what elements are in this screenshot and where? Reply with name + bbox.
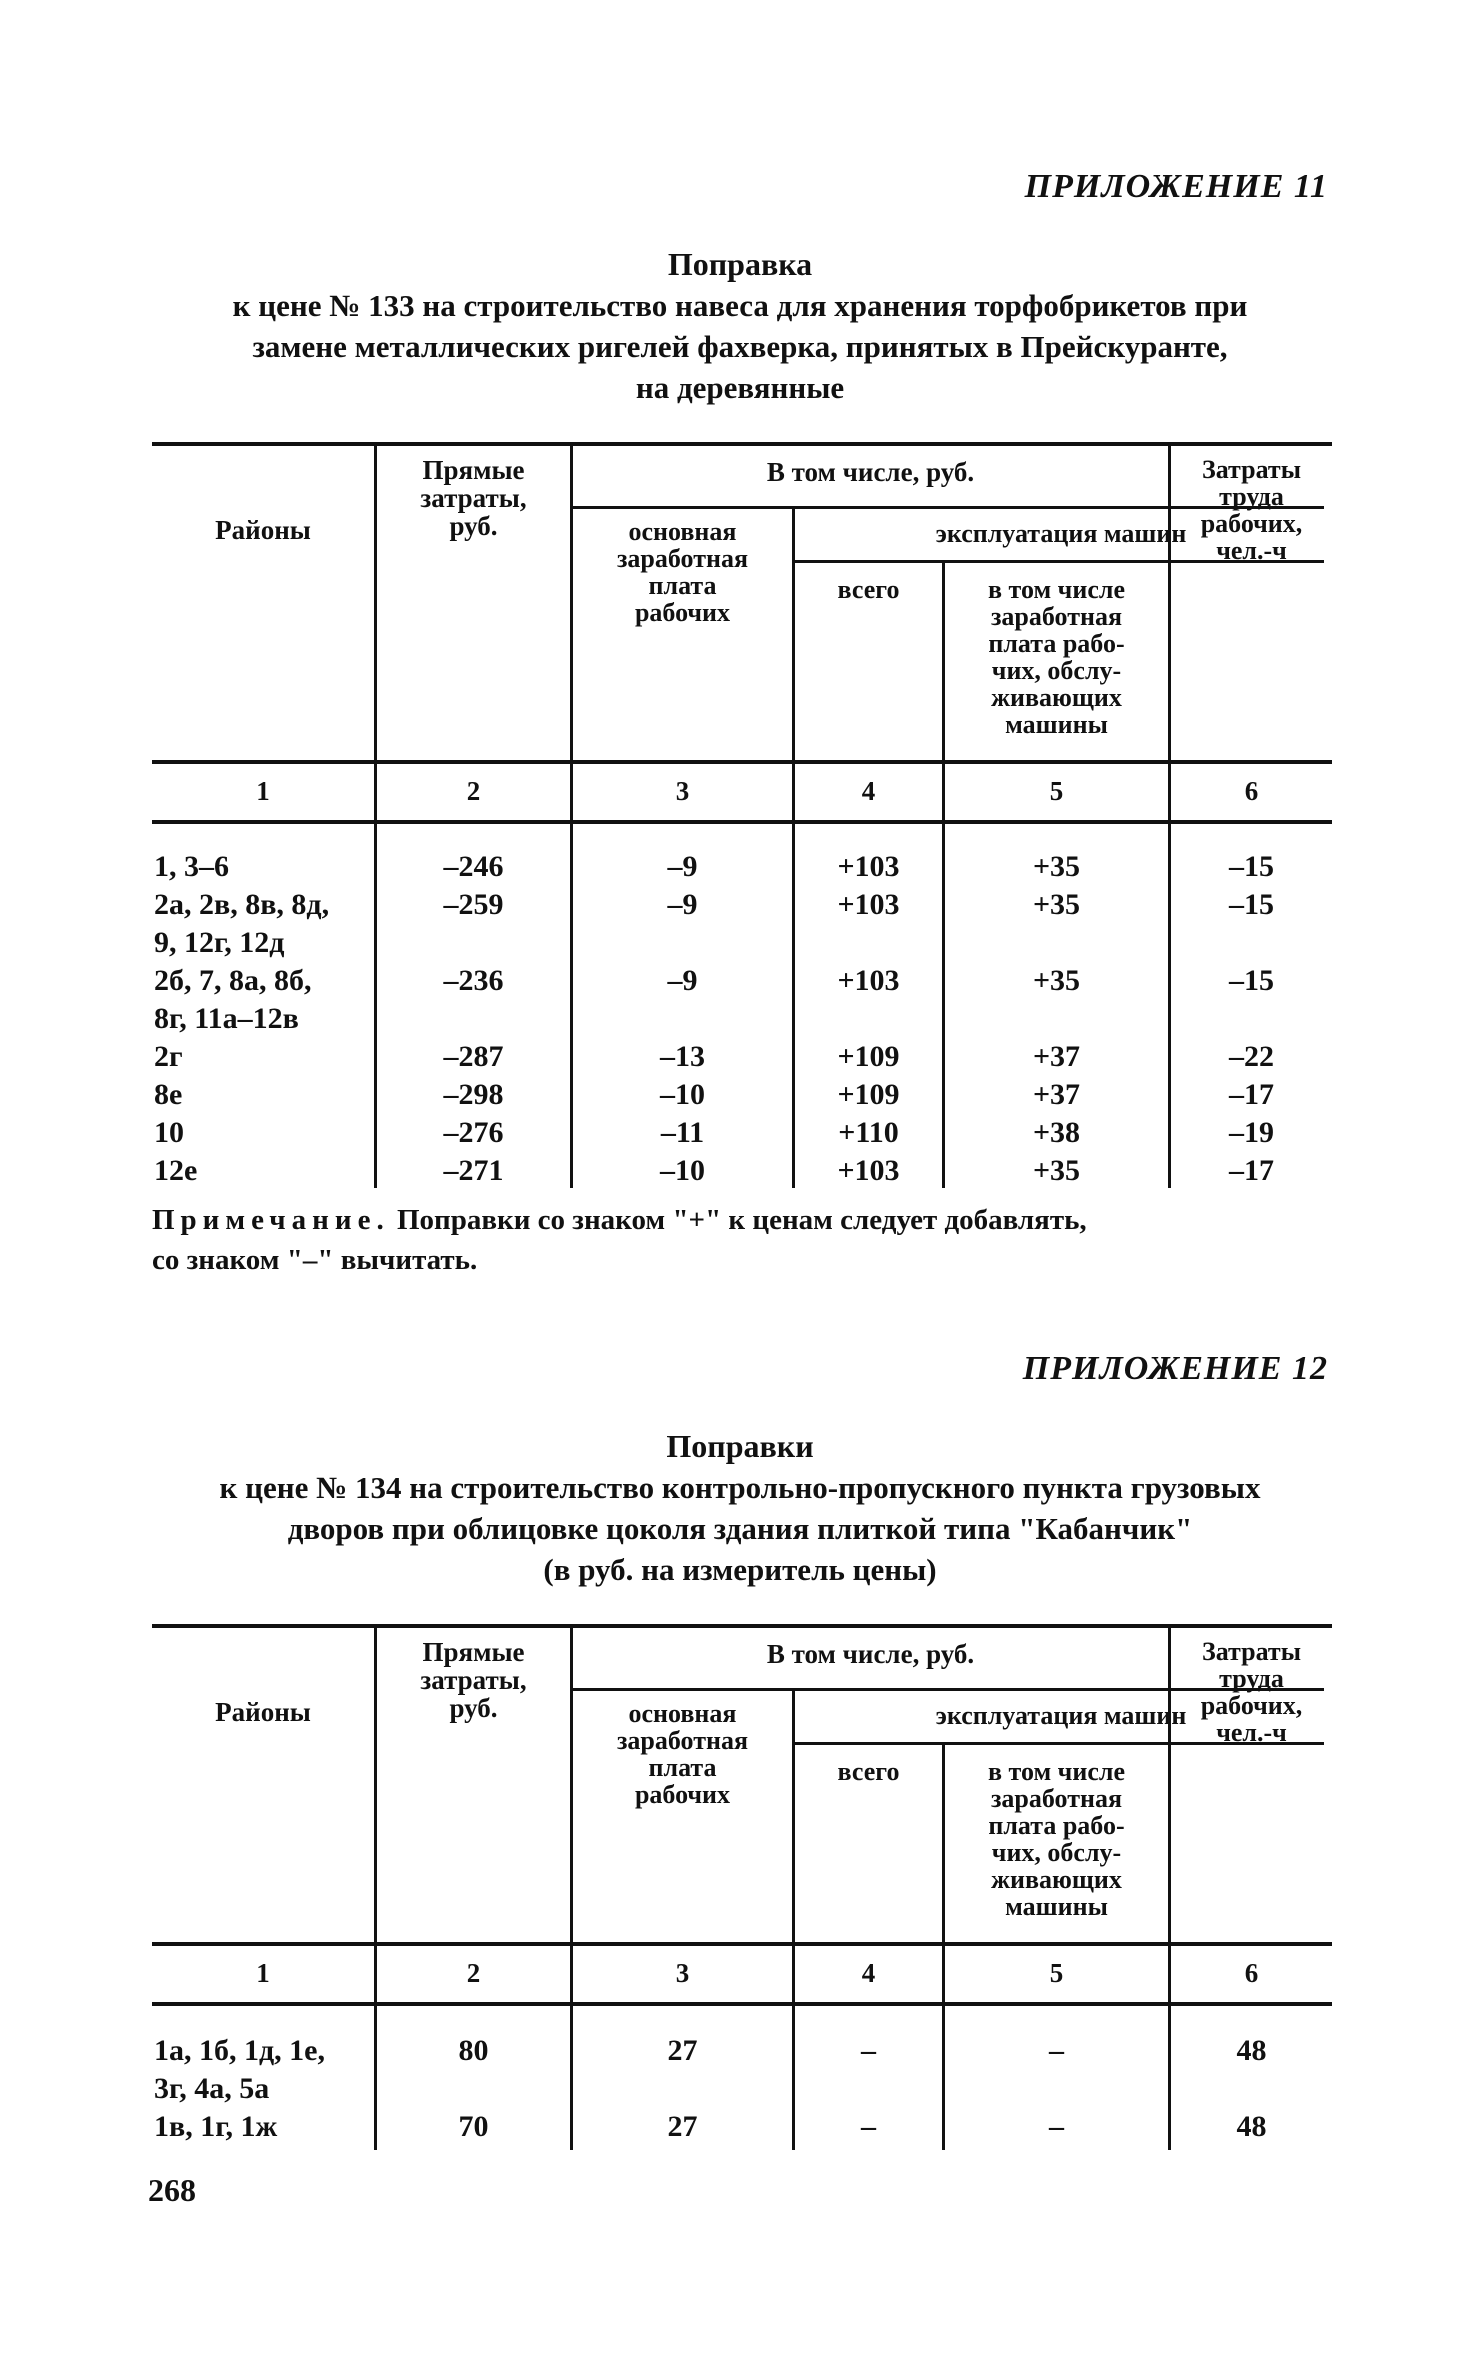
header-wages xyxy=(573,518,792,626)
row-machines-total: +109 xyxy=(837,1040,900,1073)
header-wages-line2: заработная xyxy=(616,1726,749,1755)
table-rule-header-bottom xyxy=(152,760,1332,764)
row-wages: –9 xyxy=(667,888,698,921)
header-regions: Районы xyxy=(215,515,311,545)
appendix-11-subtitle-line2: замене металлических ригелей фахверка, принятых в Прейскуранте, xyxy=(252,329,1228,364)
row-machines-total: +103 xyxy=(837,1154,900,1187)
row-wages: –11 xyxy=(660,1116,705,1149)
header-total: всего xyxy=(837,1757,900,1786)
header-wages-line3: плата xyxy=(648,571,717,600)
row-machines-total: – xyxy=(861,2110,876,2143)
header-wages-line1: основная xyxy=(628,1699,737,1728)
row-machines-wages: +37 xyxy=(1032,1078,1081,1111)
appendix-11-title-block xyxy=(140,244,1340,408)
header-including-wages xyxy=(945,576,1168,738)
appendix-12-subtitle-line1: к цене № 134 на строительство контрольно-пропускного пункта грузовых xyxy=(219,1470,1261,1505)
header-direct-line3: руб. xyxy=(449,511,498,541)
note-text-line2: со знаком "–" вычитать. xyxy=(152,1244,478,1276)
header-labor xyxy=(1171,456,1332,564)
row-wages: –9 xyxy=(667,964,698,997)
appendix-12-subtitle-line3: (в руб. на измеритель цены) xyxy=(543,1552,937,1587)
header-including: В том числе, руб. xyxy=(766,457,975,487)
header-incl-line5: живающих xyxy=(991,1865,1122,1894)
appendix-12-title-block xyxy=(140,1426,1340,1590)
col-number: 3 xyxy=(675,776,690,806)
table-rule-top xyxy=(152,442,1332,446)
appendix-12-label: ПРИЛОЖЕНИЕ 12 xyxy=(1022,1350,1328,1387)
header-direct-costs xyxy=(377,1638,570,1722)
col-number: 4 xyxy=(861,1958,876,1988)
row-machines-wages: +35 xyxy=(1032,888,1081,921)
header-wages-line4: рабочих xyxy=(634,598,731,627)
row-direct: –259 xyxy=(443,888,504,921)
row-region-cont: 8г, 11а–12в xyxy=(154,1002,299,1035)
row-direct: –287 xyxy=(443,1040,504,1073)
page-number: 268 xyxy=(148,2172,196,2208)
row-wages: –10 xyxy=(660,1078,705,1111)
header-labor xyxy=(1171,1638,1332,1746)
appendix-11-table xyxy=(152,442,1332,1188)
appendix-11-subtitle-line3: на деревянные xyxy=(635,370,845,405)
col-number: 5 xyxy=(1049,776,1064,806)
table-rule-top xyxy=(152,1624,1332,1628)
header-direct-line3: руб. xyxy=(449,1693,498,1723)
row-region: 2б, 7, 8а, 8б, xyxy=(154,964,312,997)
col-number: 3 xyxy=(675,1958,690,1988)
col-number: 2 xyxy=(466,1958,481,1988)
header-incl-line3: плата рабо- xyxy=(988,629,1125,658)
col-number: 6 xyxy=(1244,776,1259,806)
header-incl-line4: чих, обслу- xyxy=(991,656,1122,685)
header-machines: эксплуатация машин xyxy=(935,519,1187,548)
row-region: 2г xyxy=(154,1040,183,1073)
header-direct-line1: Прямые xyxy=(422,455,525,485)
appendix-11-title: Поправка xyxy=(667,246,813,282)
header-wages-line3: плата xyxy=(648,1753,717,1782)
row-labor: –19 xyxy=(1229,1116,1274,1149)
table-rule-colnum-bottom xyxy=(152,2002,1332,2006)
header-incl-line1: в том числе xyxy=(988,1757,1125,1786)
header-wages-line4: рабочих xyxy=(634,1780,731,1809)
col-number: 5 xyxy=(1049,1958,1064,1988)
col-number: 1 xyxy=(256,1958,270,1988)
row-region: 12е xyxy=(154,1154,198,1187)
header-wages-line1: основная xyxy=(628,517,737,546)
header-direct-line1: Прямые xyxy=(422,1637,525,1667)
appendix-11-note xyxy=(152,1200,1332,1280)
header-direct-line2: затраты, xyxy=(420,1665,527,1695)
col-number: 4 xyxy=(861,776,876,806)
header-incl-line4: чих, обслу- xyxy=(991,1838,1122,1867)
appendix-12-subtitle-line2: дворов при облицовке цоколя здания плиткой типа "Кабанчик" xyxy=(287,1511,1193,1546)
col-number: 1 xyxy=(256,776,270,806)
header-incl-line2: заработная xyxy=(990,602,1123,631)
row-machines-wages: +38 xyxy=(1032,1116,1081,1149)
row-region: 8е xyxy=(154,1078,183,1111)
row-direct: –271 xyxy=(443,1154,504,1187)
row-wages: 27 xyxy=(667,2034,698,2067)
header-incl-line2: заработная xyxy=(990,1784,1123,1813)
table-rule-header-bottom xyxy=(152,1942,1332,1946)
table-rule-colnum-bottom xyxy=(152,820,1332,824)
row-direct: 70 xyxy=(458,2110,489,2143)
header-including-wages xyxy=(945,1758,1168,1920)
header-labor-line4: чел.-ч xyxy=(1216,536,1287,565)
header-incl-line6: машины xyxy=(1005,1892,1108,1921)
row-machines-total: +110 xyxy=(838,1116,899,1149)
appendix-11-subtitle-line1: к цене № 133 на строительство навеса для хранения торфобрикетов при xyxy=(232,288,1248,323)
row-machines-total: +103 xyxy=(837,964,900,997)
row-region: 1, 3–6 xyxy=(154,850,229,883)
header-labor-line1: Затраты xyxy=(1202,1637,1301,1666)
row-region-cont: 9, 12г, 12д xyxy=(154,926,285,959)
header-direct-costs xyxy=(377,456,570,540)
row-direct: 80 xyxy=(458,2034,489,2067)
row-labor: –17 xyxy=(1229,1078,1274,1111)
row-labor: 48 xyxy=(1236,2034,1267,2067)
header-total: всего xyxy=(837,575,900,604)
row-machines-wages: +35 xyxy=(1032,964,1081,997)
row-labor: –15 xyxy=(1229,964,1274,997)
header-incl-line3: плата рабо- xyxy=(988,1811,1125,1840)
appendix-12-title: Поправки xyxy=(666,1428,814,1464)
row-labor: –15 xyxy=(1229,850,1274,883)
header-direct-line2: затраты, xyxy=(420,483,527,513)
row-labor: –22 xyxy=(1229,1040,1274,1073)
note-text: Поправки со знаком "+" к ценам следует добавлять, xyxy=(389,1204,1087,1236)
row-direct: –246 xyxy=(443,850,504,883)
row-machines-wages: – xyxy=(1049,2110,1064,2143)
header-labor-line2: труда xyxy=(1219,1664,1284,1693)
appendix-12-table xyxy=(152,1624,1332,2150)
header-incl-line1: в том числе xyxy=(988,575,1125,604)
row-region: 10 xyxy=(154,1116,184,1149)
row-region: 1а, 1б, 1д, 1е, xyxy=(154,2034,325,2067)
col-number: 6 xyxy=(1244,1958,1259,1988)
header-wages-line2: заработная xyxy=(616,544,749,573)
row-direct: –276 xyxy=(443,1116,504,1149)
row-machines-total: – xyxy=(861,2034,876,2067)
header-labor-line4: чел.-ч xyxy=(1216,1718,1287,1747)
row-machines-wages: +35 xyxy=(1032,850,1081,883)
header-regions: Районы xyxy=(215,1697,311,1727)
row-machines-total: +103 xyxy=(837,850,900,883)
row-labor: –17 xyxy=(1229,1154,1274,1187)
header-wages xyxy=(573,1700,792,1808)
header-labor-line1: Затраты xyxy=(1202,455,1301,484)
row-wages: –9 xyxy=(667,850,698,883)
row-labor: –15 xyxy=(1229,888,1274,921)
row-region-cont: 3г, 4а, 5а xyxy=(154,2072,270,2105)
header-labor-line3: рабочих, xyxy=(1200,509,1303,538)
row-machines-wages: +37 xyxy=(1032,1040,1081,1073)
header-incl-line5: живающих xyxy=(991,683,1122,712)
row-direct: –236 xyxy=(443,964,504,997)
row-machines-wages: – xyxy=(1049,2034,1064,2067)
row-wages: –13 xyxy=(660,1040,705,1073)
row-wages: 27 xyxy=(667,2110,698,2143)
note-label: Примечание. xyxy=(152,1204,390,1236)
table-vrule-1 xyxy=(374,442,377,1188)
header-labor-line2: труда xyxy=(1219,482,1284,511)
header-labor-line3: рабочих, xyxy=(1200,1691,1303,1720)
row-region: 2а, 2в, 8в, 8д, xyxy=(154,888,330,921)
header-including: В том числе, руб. xyxy=(766,1639,975,1669)
row-region: 1в, 1г, 1ж xyxy=(154,2110,278,2143)
appendix-11-label: ПРИЛОЖЕНИЕ 11 xyxy=(1024,168,1328,205)
row-machines-wages: +35 xyxy=(1032,1154,1081,1187)
row-wages: –10 xyxy=(660,1154,705,1187)
row-labor: 48 xyxy=(1236,2110,1267,2143)
header-incl-line6: машины xyxy=(1005,710,1108,739)
row-direct: –298 xyxy=(443,1078,504,1111)
header-machines: эксплуатация машин xyxy=(935,1701,1187,1730)
row-machines-total: +109 xyxy=(837,1078,900,1111)
col-number: 2 xyxy=(466,776,481,806)
row-machines-total: +103 xyxy=(837,888,900,921)
